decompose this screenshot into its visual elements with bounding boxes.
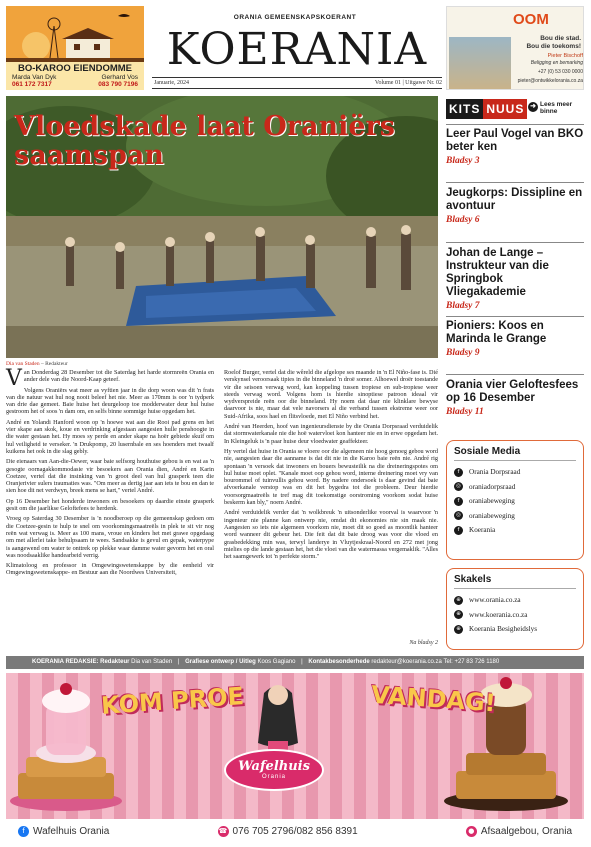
story-page: Bladsy 6	[446, 215, 480, 225]
ad-phone[interactable]	[218, 826, 358, 837]
credits-label: Kontakbesonderhede	[308, 659, 370, 665]
story-page: Bladsy 7	[446, 301, 480, 311]
ad-facebook-label: Wafelhuis Orania	[33, 825, 110, 837]
sidebar-divider	[446, 242, 584, 243]
editor-name: Dia van Staden	[131, 659, 173, 665]
ad-slogan: Bou die toekoms!	[526, 43, 581, 50]
waffle-dessert-illustration	[6, 673, 584, 819]
agent-phone: 083 790 7196	[98, 81, 138, 88]
masthead-divider	[152, 77, 442, 78]
oom-logo: OOM	[513, 11, 549, 28]
ad-phone-label: 076 705 2796/082 856 8391	[232, 825, 358, 837]
ad-slogan: Bou die stad.	[540, 35, 581, 42]
story-headline: Johan de Lange – Instrukteur van die Springbok Vliegakademie	[446, 247, 549, 298]
web-link[interactable]	[454, 622, 576, 637]
instagram-icon: ◎	[454, 511, 463, 520]
contact-role: Beligging en bemarking	[530, 60, 583, 66]
designer-name: Koos Gagiano	[257, 659, 296, 665]
web-link-label: www.koerania.co.za	[469, 610, 528, 619]
web-link-label: Koerania Besigheidslys	[469, 625, 538, 634]
ad-photo	[449, 37, 511, 89]
sidebar-story[interactable]	[446, 247, 584, 311]
globe-icon: ⊕	[454, 610, 463, 619]
globe-icon: ⊕	[454, 596, 463, 605]
article-paragraph: Op 16 Desember het honderde inwoners en besoekers op daardie einste grasperk gesit om die jaarlikse Geloftefees te herdenk.	[6, 497, 214, 513]
drop-cap: V	[6, 366, 22, 391]
masthead-title: KOERANIA	[166, 24, 428, 75]
masthead-kicker: ORANIA GEMEENSKAPSKOERANT	[233, 14, 357, 21]
instagram-icon: ◎	[454, 482, 463, 491]
story-headline: Orania vier Geloftesfees op 16 Desember	[446, 379, 579, 404]
read-more-inside	[528, 101, 584, 115]
sidebar-story[interactable]	[446, 187, 584, 225]
bokaroo-ad-band	[6, 62, 144, 90]
story-headline: Leer Paul Vogel van BKO beter ken	[446, 128, 584, 153]
article-paragraph: an Donderdag 28 Desember tot die Saterdag het harde stormreën Orania en ander dele van die Noord-Kaap geteef.	[23, 369, 214, 384]
editor-phone: Tel: +27 83 726 1180	[443, 659, 500, 665]
social-link[interactable]	[454, 465, 576, 480]
social-link-label: Koerania	[469, 526, 496, 535]
wafelhuis-logo	[224, 749, 324, 791]
story-headline: Pioniers: Koos en Marinda le Grange	[446, 320, 547, 345]
contact-name: Pieter Bischoff	[547, 53, 583, 59]
links-box	[446, 568, 584, 650]
issue-volume: Volume 01 | Uitgawe Nr. 02	[374, 80, 442, 86]
article-paragraph: Klimatoloog en professor in Omgewingswetenskappe by die eenheid vir Omgewingswetenskappe- en Bestuur aan die Noordwes Universiteit,	[6, 562, 214, 577]
story-headline: Jeugkorps: Dissipline en avontuur	[446, 187, 583, 212]
ad-location[interactable]	[466, 826, 572, 837]
facebook-icon: f	[454, 526, 463, 535]
byline-role: – Redakteur	[39, 361, 68, 367]
company-name: BO-KAROO EIENDOMME	[18, 63, 132, 74]
ad-contact-strip	[6, 819, 584, 843]
contact-phone: +27 (0) 53 030 0000	[537, 69, 583, 75]
article-paragraph: Roelof Burger, vertel dat die wêreld die afgelope ses maande in 'n El Niño-fase is. Dié verskynsel veroorsaak tipies in die binneland 'n droë somer. Alhoewel droër toestande vir die seisoen verwag word, kan koppeling tussen tropiese en sub-tropiese weer steeds verwag word. Volgens hom is hierdie sinoptiese patroon ideaal vir wydverspreide reën oor die binneland. Hy noem dat daar nie klinklare bewyse daarvoor is nie, maar dat vele navorsers al die verband tussen ekstreme weer oor Suid-Afrika, soos hael en flitsvloede, met El Niño verbind het.	[224, 369, 438, 420]
continued-on-page[interactable]: Na bladsy 2	[409, 640, 438, 646]
social-link[interactable]	[454, 509, 576, 524]
article-paragraph: Die eienaars van Aan-die-Oewer, waar baie selfsorg houthuise gebou is en wat as 'n gesogte oornagakkommodasie vir besoekers aan Orania dien, André en Karin Coetzee, vertel dat die insinking van 'n groot deel van hul grasperk teen die Oranjerivier sulers traumaties was. "Om meer as dertig jaar aan iets te bou en dan te sien hoe dit net verdwyn, breek mens se hart," vertel André.	[6, 458, 215, 495]
sidebar-story[interactable]	[446, 379, 584, 417]
article-paragraph: Vroeg op Saterdag 30 Desember is 'n noodberoep op die gemeenskap gedoen om die Coetzee-gesin te hulp te snel om voorkomingsmaatreëls in plek te sit vir nog reën wat verwag is. Meer as 100 mans, vroue en kinders het met grawe opgedaag om met allerlei take behulpsaam te wees. Sandsakke is gevul en gepak, waterpype is aangewend om water te onttrek op plekke waar damme water gevorm het en oral was noodsaaklike handearbeid verrig.	[6, 515, 214, 559]
ad-location-label: Afsaalgebou, Orania	[480, 825, 572, 837]
social-link-label: oraniadorpsraad	[469, 482, 516, 491]
credits-label: Grafiese ontwerp / Uitleg	[185, 659, 256, 665]
facebook-icon: f	[18, 826, 29, 837]
read-more-text: Lees meer binne	[540, 101, 573, 115]
article-column-2	[224, 369, 438, 563]
sidebar-divider	[446, 316, 584, 317]
article-paragraph: André en Yolandi Hanford woon op 'n hoewe wat aan die Rooi pad grens en het vier skape aan skok, koue en verdrinking afgestaan aangesien hulle penshoogte in die water gestaan het. Hy moes sy perde en ander skape na hoër gebiede skuif om hul veiligheid te verseker. 'n Drukpomp, 20 lusernbale en ses hoenders met twaalf kuikens het ook in die slag gebly.	[6, 418, 214, 455]
wafelhuis-ad[interactable]	[6, 673, 584, 843]
agent-phone: 061 172 7317	[12, 81, 52, 88]
links-title: Skakels	[454, 574, 576, 589]
ad-facebook[interactable]	[18, 826, 109, 837]
article-paragraph: André van Heerden, hoof van ingenieursdienste by die Orania Dorpsraad verduidelik dat stormwaterkanale nie die hoë watervloei kon hanteer nie en in erwe opgedam het. In Kleingeluk is 'n paar huise deur vloedwater geaffekteer.	[224, 423, 438, 445]
social-link-label: oraniabeweging	[469, 497, 515, 506]
sidebar-story[interactable]	[446, 128, 584, 166]
location-pin-icon: ●	[466, 826, 477, 837]
sidebar-divider	[446, 124, 584, 125]
agent-name: Marda Van Dyk	[12, 74, 57, 81]
windmill-house-illustration	[6, 6, 144, 62]
credits-label: Redakteur	[100, 659, 130, 665]
web-link[interactable]	[454, 593, 576, 608]
facebook-icon: f	[454, 468, 463, 477]
article-paragraph: Hy vertel dat huise in Orania se vloere oor die algemeen nie hoog genoeg gebou word nie, aangesien daar die aanname is dat dit nie in die Karoo baie reën nie. André rig spontaan 'n versoek dat inwoners en bouers bewusteilik na die dreineringspotes om hul huise moet oplet. "Kanale moet oop gehou word, interne dreinering moet vry van bourommel of tuinvullis gehou word. By nadere ondersoek is daar gevind dat baie afvoerkanale verstop was en dit het bygedra tot die probleem. Deur hierdie voorsorgmaatreëls te tref mag dit toekomstige oorstroming voorkom sodat huise beskerm kan bly," noem André.	[224, 447, 438, 507]
kits-label: KITS	[446, 99, 483, 119]
ad-right-slogan: VANDAG!	[370, 680, 497, 718]
editorial-credits-bar: KOERANIA REDAKSIE: Redakteur Dia van Staden | Grafiese ontwerp / Uitleg Koos Gagiano | Kontakbesonderhede redakteur@koerania.co.za Tel: +27 83 726 1180	[6, 656, 584, 669]
social-media-box	[446, 440, 584, 560]
brand-sub: Orania	[261, 774, 286, 780]
arrow-right-icon: ➜	[528, 102, 538, 112]
story-page: Bladsy 3	[446, 156, 480, 166]
bokaroo-ad[interactable]	[6, 6, 144, 90]
social-link[interactable]	[454, 480, 576, 495]
social-link[interactable]	[454, 494, 576, 509]
globe-icon: ⊕	[454, 625, 463, 634]
oom-ad[interactable]	[446, 6, 584, 90]
web-link-label: www.orania.co.za	[469, 596, 521, 605]
sidebar-divider	[446, 374, 584, 375]
social-media-title: Sosiale Media	[454, 446, 576, 461]
credits-label: KOERANIA REDAKSIE:	[32, 659, 99, 665]
story-page: Bladsy 11	[446, 407, 484, 417]
facebook-icon: f	[454, 497, 463, 506]
editor-email[interactable]: redakteur@koerania.co.za	[371, 659, 442, 665]
social-link-label: oraniabeweging	[469, 511, 515, 520]
brand-name: Wafelhuis	[238, 759, 310, 774]
social-link[interactable]	[454, 523, 576, 538]
article-paragraph: André verduidelik verder dat 'n wolkbreuk 'n uitsonderlike voorval is waarvoor 'n ingenieur nie planne kan ontwerp nie, omdat dit ekonomies nie sin maak nie. Aangesien so iets nie algemeen voorkom nie, moet dit so goed as moontlik hanteer word wanneer dit gebeur het. Die feit dat dit baie droog was voor die vloed en grasbedekking min was, terwyl landerye in Vluytjeskraal-Noord en 272 met jong mielies op die lande gestaan het, het die vloei van die watermassa vergemaklik. "Alles het saamgewerk tot 'n perfekte storm."	[224, 509, 438, 561]
kitsnuus-label	[446, 99, 526, 119]
lead-headline[interactable]: Vloedskade laat Oraniërs saamspan	[14, 111, 395, 171]
agent-name: Gerhard Vos	[101, 74, 138, 81]
byline-author: Dia van Staden	[6, 361, 40, 367]
phone-icon: ☎	[218, 826, 228, 835]
contact-email[interactable]: pieter@ontwikkelorania.co.za	[517, 78, 583, 84]
ad-left-slogan: KOM PROE	[100, 682, 245, 720]
article-paragraph: Volgens Oraniërs wat meer as vyftien jaar in die dorp woon was dit 'n frats van die natuur wat hul nog nooit beleef het nie. Meer as 170mm is oor 'n tydperk van drie dae gemeet. Baie huise het deurgeloop toe modderwater deur hul huise gestroom het of soos 'n dam om, en selfs binne sommige huise opgedam het.	[6, 386, 214, 416]
article-column-1	[6, 366, 215, 580]
story-page: Bladsy 9	[446, 348, 480, 358]
sidebar-divider	[446, 182, 584, 183]
nuus-label: NUUS	[483, 99, 527, 119]
issue-date: Januarie, 2024	[154, 80, 189, 86]
social-link-label: Orania Dorpsraad	[469, 468, 521, 477]
web-link[interactable]	[454, 608, 576, 623]
sidebar-story[interactable]	[446, 320, 584, 358]
masthead-divider	[152, 88, 442, 89]
